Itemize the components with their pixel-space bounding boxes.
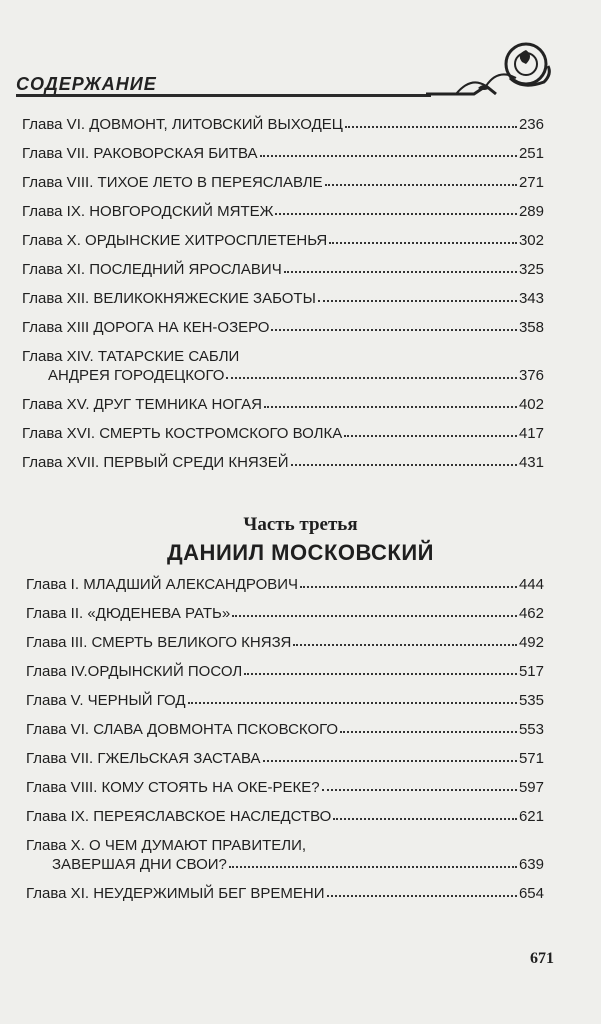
toc-entry-title-cont: АНДРЕЯ ГОРОДЕЦКОГО [48, 367, 225, 384]
toc-entry-page: 444 [518, 576, 544, 593]
toc-entry-page: 654 [518, 885, 544, 902]
toc-entry-page: 289 [518, 203, 544, 220]
toc-entry-title: Глава III. СМЕРТЬ ВЕЛИКОГО КНЯЗЯ [26, 634, 292, 651]
toc-entry-title: Глава VIII. КОМУ СТОЯТЬ НА ОКЕ-РЕКЕ? [26, 779, 320, 796]
toc-entry[interactable] [22, 290, 544, 319]
header-rule [16, 94, 431, 97]
toc-entry[interactable] [22, 232, 544, 261]
part-title: ДАНИИЛ МОСКОВСКИЙ [167, 540, 434, 565]
ornament-icon [426, 38, 556, 100]
page-number: 671 [530, 950, 554, 967]
toc-entry-page: 251 [518, 145, 544, 162]
toc-entry[interactable] [22, 116, 544, 145]
toc-entry-page: 553 [518, 721, 544, 738]
toc-entry-title: Глава X. ОРДЫНСКИЕ ХИТРОСПЛЕТЕНЬЯ [22, 232, 328, 249]
toc-entry-page: 639 [518, 856, 544, 873]
page-header [16, 66, 586, 100]
toc-entry-title: Глава XI. НЕУДЕРЖИМЫЙ БЕГ ВРЕМЕНИ [26, 885, 325, 902]
toc-entry[interactable] [26, 576, 544, 605]
toc-entry-title: Глава X. О ЧЕМ ДУМАЮТ ПРАВИТЕЛИ, [26, 837, 307, 854]
toc-entry-title: Глава XVI. СМЕРТЬ КОСТРОМСКОГО ВОЛКА [22, 425, 343, 442]
header-title: СОДЕРЖАНИЕ [16, 74, 157, 94]
toc-entry-page: 343 [518, 290, 544, 307]
toc-entry-page: 621 [518, 808, 544, 825]
toc-entry[interactable] [22, 396, 544, 425]
toc-entry-title: Глава VII. ГЖЕЛЬСКАЯ ЗАСТАВА [26, 750, 261, 767]
toc-entry-title: Глава V. ЧЕРНЫЙ ГОД [26, 692, 186, 709]
toc-entry-title: Глава VII. РАКОВОРСКАЯ БИТВА [22, 145, 258, 162]
toc-entry-page: 417 [518, 425, 544, 442]
toc-entry-multiline[interactable] [26, 837, 544, 885]
part-label: Часть третья [243, 514, 358, 535]
toc-entry-title: Глава XIII ДОРОГА НА КЕН-ОЗЕРО [22, 319, 270, 336]
toc-entry-page: 535 [518, 692, 544, 709]
toc-entry-title: Глава XVII. ПЕРВЫЙ СРЕДИ КНЯЗЕЙ [22, 454, 289, 471]
toc-entry-title: Глава II. «ДЮДЕНЕВА РАТЬ» [26, 605, 231, 622]
toc-entry[interactable] [26, 605, 544, 634]
toc-entry-title: Глава XV. ДРУГ ТЕМНИКА НОГАЯ [22, 396, 262, 413]
toc-entry[interactable] [26, 721, 544, 750]
toc-entry-page: 571 [518, 750, 544, 767]
toc-part-two [22, 116, 544, 483]
toc-entry[interactable] [22, 174, 544, 203]
toc-entry-page: 325 [518, 261, 544, 278]
toc-entry[interactable] [26, 634, 544, 663]
toc-entry-title: Глава XII. ВЕЛИКОКНЯЖЕСКИЕ ЗАБОТЫ [22, 290, 316, 307]
toc-entry-title: Глава IX. НОВГОРОДСКИЙ МЯТЕЖ [22, 203, 274, 220]
toc-entry[interactable] [26, 779, 544, 808]
toc-entry-title: Глава IV.ОРДЫНСКИЙ ПОСОЛ [26, 663, 243, 680]
toc-entry-title: Глава VI. ДОВМОНТ, ЛИТОВСКИЙ ВЫХОДЕЦ [22, 116, 343, 133]
toc-entry[interactable] [26, 808, 544, 837]
toc-entry[interactable] [26, 885, 544, 914]
toc-entry[interactable] [22, 319, 544, 348]
toc-entry[interactable] [26, 663, 544, 692]
toc-entry[interactable] [22, 425, 544, 454]
toc-entry-title: Глава XIV. ТАТАРСКИЕ САБЛИ [22, 348, 240, 365]
toc-entry-page: 492 [518, 634, 544, 651]
toc-entry-title: Глава I. МЛАДШИЙ АЛЕКСАНДРОВИЧ [26, 576, 299, 593]
toc-entry-page: 236 [518, 116, 544, 133]
toc-entry-page: 462 [518, 605, 544, 622]
toc-entry-page: 431 [518, 454, 544, 471]
toc-entry-page: 402 [518, 396, 544, 413]
toc-entry[interactable] [22, 145, 544, 174]
toc-entry[interactable] [22, 454, 544, 483]
toc-entry-title-cont: ЗАВЕРШАЯ ДНИ СВОИ? [52, 856, 227, 873]
toc-entry-page: 597 [518, 779, 544, 796]
toc-entry-title: Глава VIII. ТИХОЕ ЛЕТО В ПЕРЕЯСЛАВЛЕ [22, 174, 323, 191]
toc-entry-page: 302 [518, 232, 544, 249]
toc-entry[interactable] [22, 203, 544, 232]
toc-entry-multiline[interactable] [22, 348, 544, 396]
toc-entry[interactable] [26, 750, 544, 779]
toc-entry-page: 517 [518, 663, 544, 680]
toc-entry-page: 358 [518, 319, 544, 336]
toc-entry-page: 271 [518, 174, 544, 191]
toc-part-three [26, 576, 544, 914]
toc-entry[interactable] [26, 692, 544, 721]
toc-entry-title: Глава IX. ПЕРЕЯСЛАВСКОЕ НАСЛЕДСТВО [26, 808, 332, 825]
toc-entry-title: Глава VI. СЛАВА ДОВМОНТА ПСКОВСКОГО [26, 721, 339, 738]
toc-entry-page: 376 [518, 367, 544, 384]
toc-entry[interactable] [22, 261, 544, 290]
toc-entry-title: Глава XI. ПОСЛЕДНИЙ ЯРОСЛАВИЧ [22, 261, 282, 278]
